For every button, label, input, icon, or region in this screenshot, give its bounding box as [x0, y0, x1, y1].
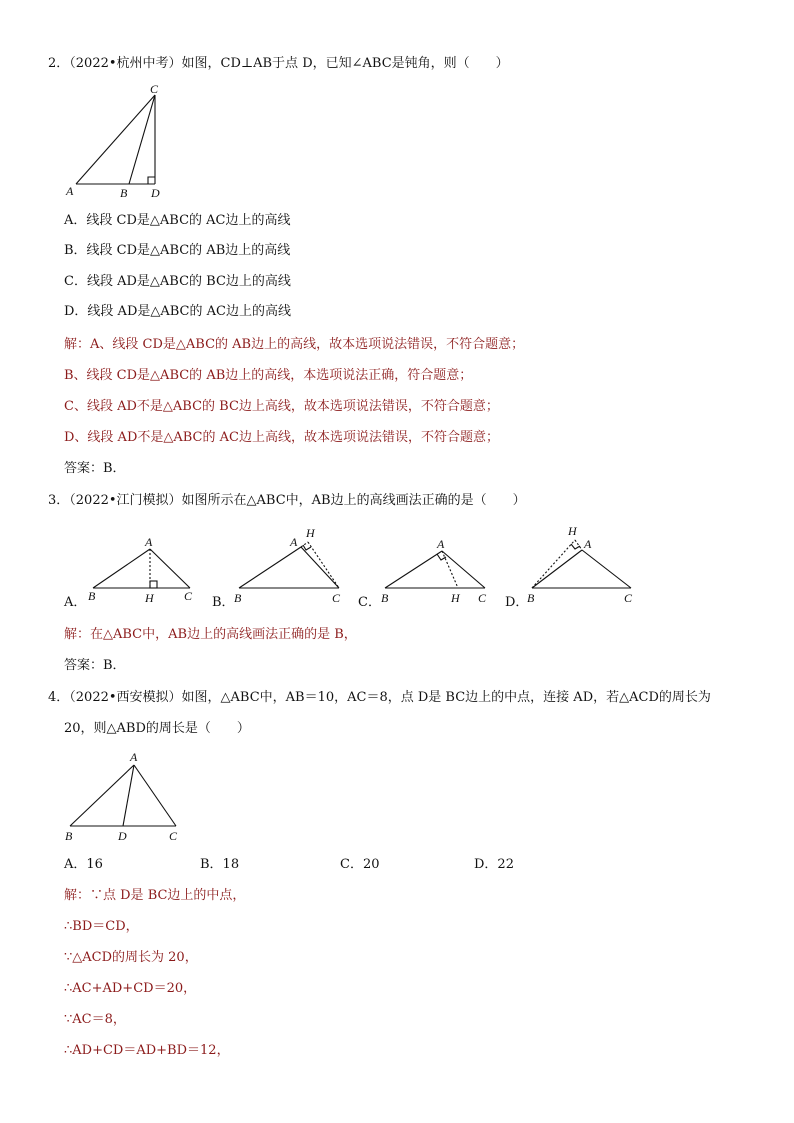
- q3-fig-d-label-c: C: [624, 591, 633, 605]
- q3-fig-b-label-c: C: [332, 591, 341, 605]
- q2-answer: 答案：B．: [64, 461, 126, 476]
- q3-answer: 答案：B．: [64, 658, 126, 673]
- q3-option-c-label: C．: [358, 595, 381, 610]
- q3-stem: 3．（2022•江门模拟）如图所示在△ABC中，AB边上的高线画法正确的是（ ）: [48, 493, 526, 508]
- q2-solution-4: D、线段 AD不是△ABC的 AC边上高线，故本选项说法错误，不符合题意；: [64, 430, 499, 445]
- q4-label-a: A: [130, 750, 138, 764]
- q3-option-a-label: A．: [64, 595, 87, 610]
- q2-label-b: B: [120, 186, 128, 200]
- q4-option-c: C．20: [340, 857, 380, 872]
- q2-stem: 2．（2022•杭州中考）如图，CD⊥AB于点 D，已知∠ABC是钝角，则（ ）: [48, 56, 509, 71]
- q2-solution-1: 解：A、线段 CD是△ABC的 AB边上的高线，故本选项说法错误，不符合题意；: [64, 337, 525, 352]
- q2-option-d: D．线段 AD是△ABC的 AC边上的高线: [64, 304, 291, 319]
- q4-solution-5: ∵AC＝8，: [64, 1012, 126, 1027]
- q3-fig-d-label-b: B: [527, 591, 535, 605]
- q3-fig-c-label-a: A: [437, 537, 445, 551]
- q3-fig-a-label-a: A: [145, 535, 153, 549]
- q4-solution-1: 解：∵点 D是 BC边上的中点，: [64, 888, 246, 903]
- q4-label-d: D: [118, 829, 127, 843]
- q2-label-c: C: [150, 82, 159, 96]
- q4-solution-6: ∴AD+CD＝AD+BD＝12，: [64, 1043, 230, 1058]
- q4-option-d: D．22: [474, 857, 514, 872]
- q3-option-d-label: D．: [505, 595, 529, 610]
- q4-label-b: B: [65, 829, 73, 843]
- q4-stem-line-2: 20，则△ABD的周长是（ ）: [64, 721, 250, 736]
- q3-fig-c-label-h: H: [451, 591, 460, 605]
- q3-fig-b-label-h: H: [306, 526, 315, 540]
- q4-solution-4: ∴AC+AD+CD＝20，: [64, 981, 197, 996]
- q3-fig-c-label-b: B: [381, 591, 389, 605]
- q2-label-d: D: [151, 186, 160, 200]
- q2-solution-2: B、线段 CD是△ABC的 AB边上的高线，本选项说法正确，符合题意；: [64, 368, 473, 383]
- q4-side-ac: [134, 765, 176, 826]
- q4-solution-3: ∵△ACD的周长为 20，: [64, 950, 198, 965]
- q2-option-a: A．线段 CD是△ABC的 AC边上的高线: [64, 213, 291, 228]
- q3-fig-a-label-c: C: [184, 589, 193, 603]
- q3-solution: 解：在△ABC中，AB边上的高线画法正确的是 B，: [64, 627, 357, 642]
- q4-option-a: A．16: [64, 857, 103, 872]
- q3-fig-c-label-c: C: [478, 591, 487, 605]
- q4-stem-line-1: 4．（2022•西安模拟）如图，△ABC中，AB＝10，AC＝8，点 D是 BC边上的中点，连接 AD，若△ACD的周长为: [48, 690, 711, 705]
- q3-fig-d-label-h: H: [568, 524, 577, 538]
- q2-option-c: C．线段 AD是△ABC的 BC边上的高线: [64, 274, 291, 289]
- q3-fig-b-label-a: A: [290, 535, 298, 549]
- q4-option-b: B．18: [200, 857, 240, 872]
- q3-fig-d-label-a: A: [584, 537, 592, 551]
- q4-solution-2: ∴BD＝CD，: [64, 919, 139, 934]
- q2-option-b: B．线段 CD是△ABC的 AB边上的高线: [64, 243, 291, 258]
- q3-fig-a-label-b: B: [88, 589, 96, 603]
- q3-option-b-label: B．: [212, 595, 235, 610]
- q3-fig-b-label-b: B: [234, 591, 242, 605]
- q2-solution-3: C、线段 AD不是△ABC的 BC边上高线，故本选项说法错误，不符合题意；: [64, 399, 499, 414]
- q2-label-a: A: [66, 184, 74, 198]
- q4-label-c: C: [169, 829, 178, 843]
- q3-fig-a-label-h: H: [145, 591, 154, 605]
